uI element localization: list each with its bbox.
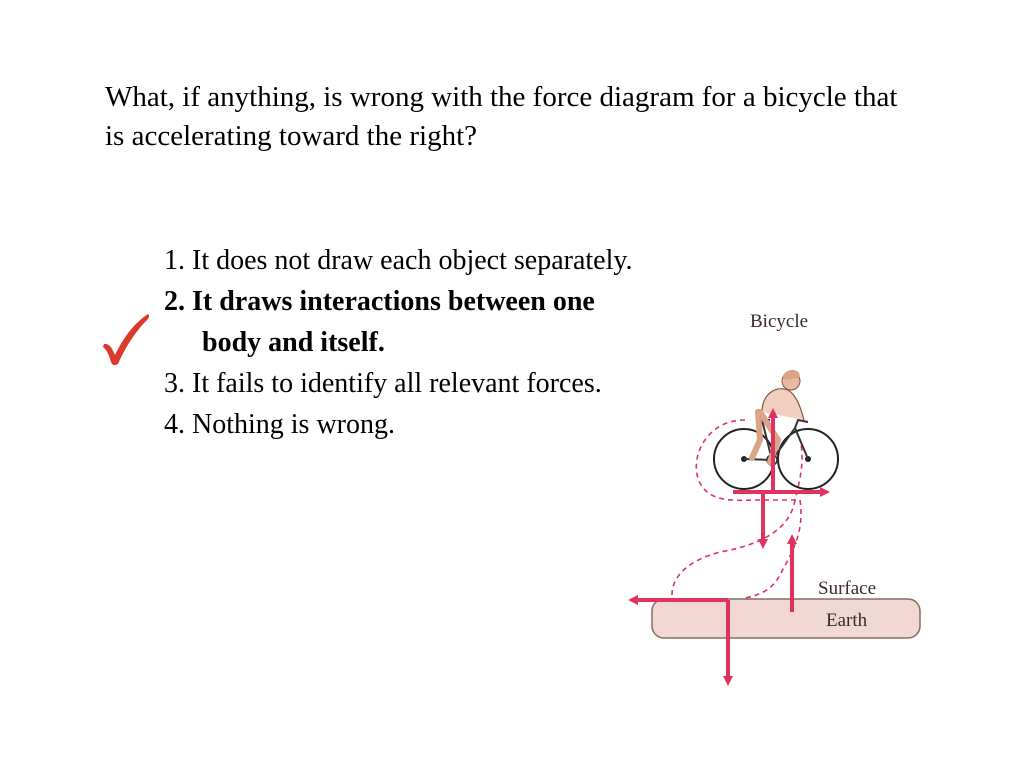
- option-1[interactable]: 1. It does not draw each object separately.: [164, 245, 633, 276]
- option-4[interactable]: 4. Nothing is wrong.: [164, 409, 395, 440]
- answer-options: [164, 240, 644, 445]
- earth-block: [652, 599, 920, 638]
- force-arrows: [632, 412, 826, 682]
- bicycle-rider-image: [714, 370, 838, 489]
- option-2[interactable]: 2. It draws interactions between one body and itself.: [164, 286, 595, 358]
- surface-label: Surface: [818, 578, 877, 599]
- earth-label: Earth: [826, 610, 868, 631]
- bicycle-label: Bicycle: [750, 311, 809, 332]
- question-text: What, if anything, is wrong with the force diagram for a bicycle that is accelerating toward the right?: [105, 81, 898, 152]
- force-diagram: [620, 300, 930, 695]
- checkmark-icon: [100, 310, 152, 368]
- option-3[interactable]: 3. It fails to identify all relevant forces.: [164, 368, 602, 399]
